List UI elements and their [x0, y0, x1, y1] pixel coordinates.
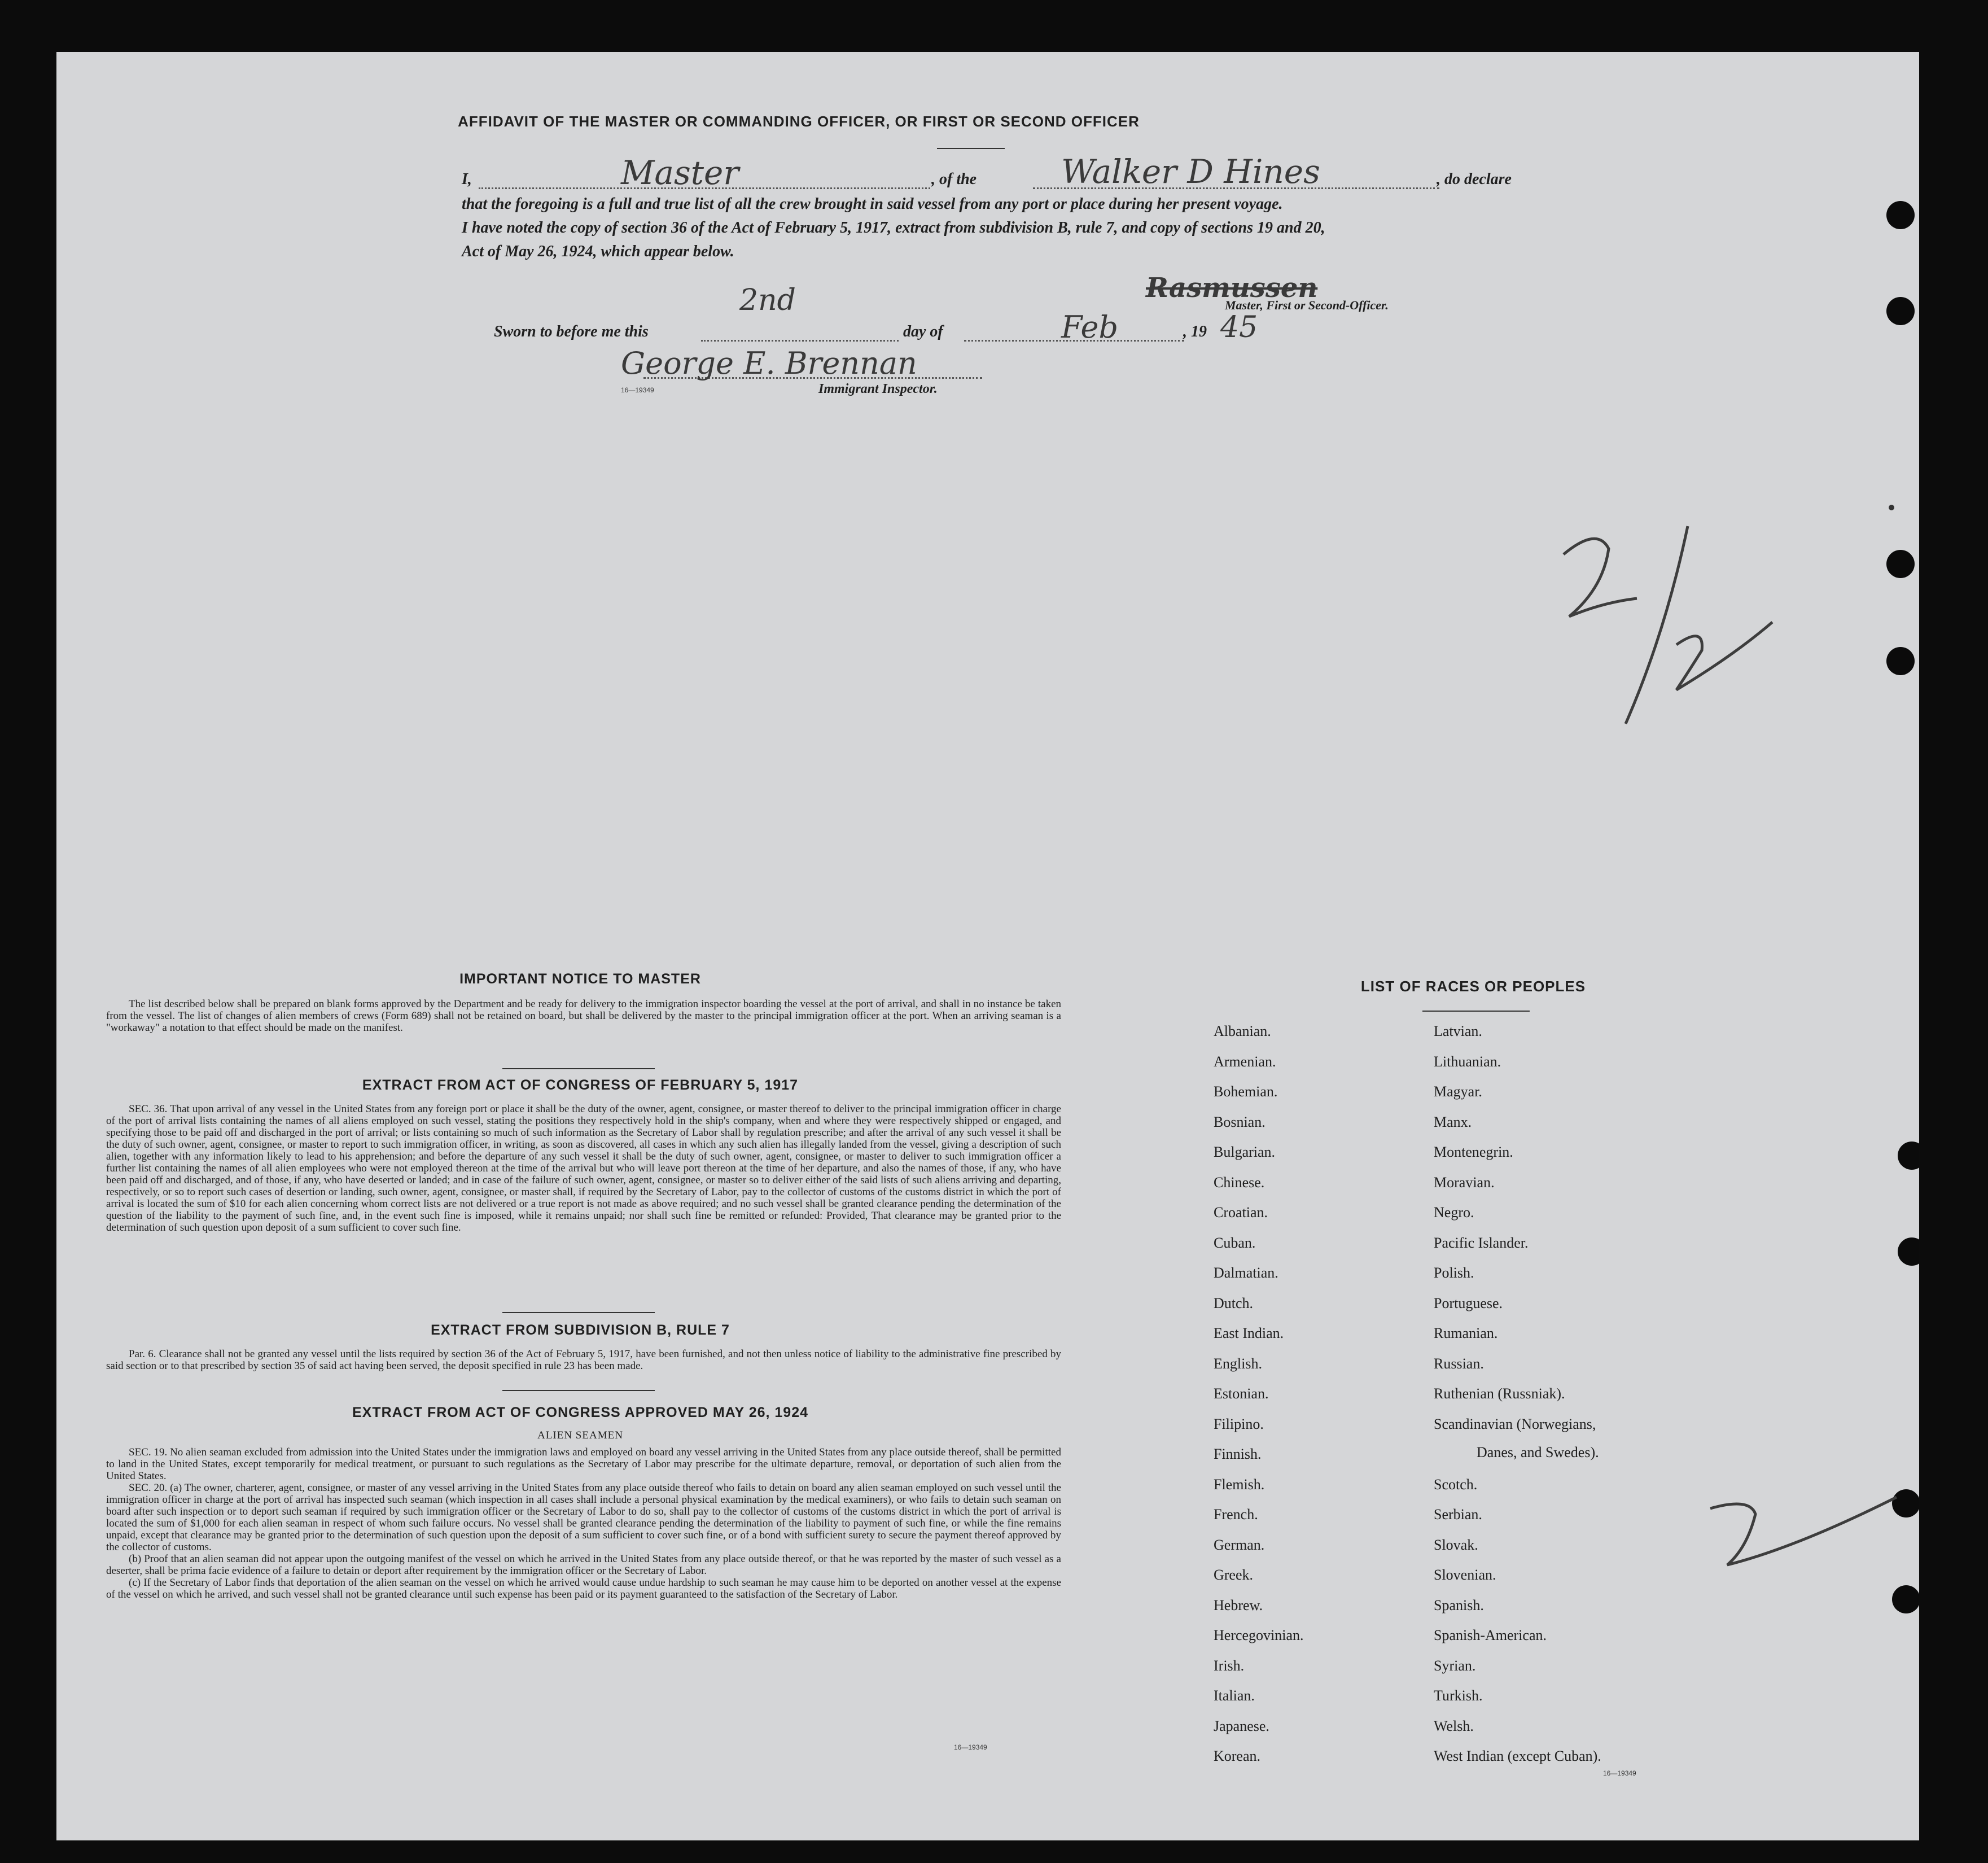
race-item: Negro.	[1434, 1204, 1474, 1221]
race-item: Ruthenian (Russniak).	[1434, 1385, 1565, 1402]
form-number: 16—19349	[1603, 1769, 1636, 1777]
race-item: German.	[1214, 1536, 1265, 1553]
vessel-name-handwritten: Walker D Hines	[1061, 152, 1320, 191]
rule7-text: Par. 6. Clearance shall not be granted any vessel until the lists required by section 36 of the Act of February 5, 1917, have been furnished, and not then unless notice of liability to the administrative fine prescribed by said section or to that prescribed by section 35 of said act having been served, the deposit specified in rule 23 has been made.	[106, 1348, 1061, 1372]
punch-hole	[1892, 1585, 1919, 1613]
race-item: Serbian.	[1434, 1506, 1482, 1523]
officer-caption: Master, First or Second-Officer.	[1225, 298, 1389, 312]
race-item: Scotch.	[1434, 1476, 1478, 1493]
affidavit-title: AFFIDAVIT OF THE MASTER OR COMMANDING OFFICER, OR FIRST OR SECOND OFFICER	[458, 113, 1140, 130]
extract-1917-body	[106, 1103, 1061, 1234]
title-underline	[1422, 1011, 1530, 1012]
race-item: Rumanian.	[1434, 1325, 1498, 1341]
affidavit-line-1-prefix: I,	[462, 170, 472, 188]
sworn-prefix: Sworn to before me this	[494, 323, 649, 340]
punch-hole	[1886, 550, 1915, 578]
section-19-text: SEC. 19. No alien seaman excluded from admission into the United States under the immigration laws and employed on board any vessel arriving in the United States from any place outside thereof, shall be permitted to land in the United States, except temporarily for medical treatment, or pursuant to such regulations as the Secretary of Labor may prescribe for the ultimate departure, removal, or deportation of such alien from the United States.	[106, 1446, 1061, 1482]
race-item: Estonian.	[1214, 1385, 1269, 1402]
form-number: 16—19349	[621, 386, 654, 394]
race-item: Korean.	[1214, 1748, 1261, 1764]
notice-text: The list described below shall be prepared on blank forms approved by the Department and be ready for delivery to the immigration inspector boarding the vessel at the port of arrival, and shall in no instance be taken from the vessel. The list of changes of alien members of crews (Form 689) shall not be retained on board, but shall be delivered by the master to the principal immigration officer at the port. When an arriving seaman is a "workaway" a notation to that effect should be made on the manifest.	[106, 998, 1061, 1034]
section-20b-text: (b) Proof that an alien seaman did not appear upon the outgoing manifest of the vessel on which he arrived in the United States from any place outside thereof, or that he was reported by the master of such vessel as a deserter, shall be prima facie evidence of a failure to detain or deport after requirement by the immigration officer or the Secretary of Labor.	[106, 1553, 1061, 1577]
sworn-day-mid: day of	[903, 323, 943, 340]
divider	[502, 1390, 655, 1391]
race-item: Lithuanian.	[1434, 1053, 1501, 1070]
ink-speck	[1889, 505, 1894, 510]
race-item: Japanese.	[1214, 1717, 1269, 1734]
notice-body	[106, 998, 1061, 1034]
race-item: Filipino.	[1214, 1415, 1264, 1432]
race-item: Welsh.	[1434, 1717, 1474, 1734]
race-item: Dalmatian.	[1214, 1265, 1278, 1281]
race-item: Magyar.	[1434, 1083, 1482, 1100]
title-underline	[937, 148, 1005, 149]
races-title: LIST OF RACES OR PEOPLES	[1360, 978, 1586, 995]
punch-hole	[1886, 647, 1915, 675]
notice-title: IMPORTANT NOTICE TO MASTER	[459, 971, 701, 987]
affidavit-line-4: Act of May 26, 1924, which appear below.	[462, 243, 734, 260]
race-item: Portuguese.	[1434, 1295, 1503, 1311]
race-item: Hebrew.	[1214, 1597, 1263, 1613]
form-number: 16—19349	[954, 1743, 987, 1751]
race-item: Slovenian.	[1434, 1567, 1496, 1583]
sworn-day-handwritten: 2nd	[739, 283, 796, 317]
race-item: Bosnian.	[1214, 1113, 1266, 1130]
inspector-caption: Immigrant Inspector.	[818, 382, 938, 396]
race-item: Flemish.	[1214, 1476, 1265, 1493]
section-20a-text: SEC. 20. (a) The owner, charterer, agent, consignee, or master of any vessel arriving in the United States from any place outside thereof who fails to detain on board any alien seaman employed on such vessel until the immigration officer in charge at the port of arrival has inspected such seaman (which inspection in all cases shall include a personal physical examination by the medical examiners), or who fails to detain such seaman on board after such inspection or to deport such seaman if required by such immigration officer or the Secretary of Labor to do so, shall pay to the collector of customs of the customs district in which the port of arrival is located the sum of $1,000 for each alien seaman in respect of whom such failure occurs. No vessel shall be granted clearance pending the determination of the liability to payment of such fine, or while the fine remains unpaid, except that clearance may be granted prior to the determination of such question upon the deposit of a sum sufficient to cover such fine, or of a bond with sufficient surety to secure the payment thereof approved by the collector of customs.	[106, 1482, 1061, 1553]
race-item: Turkish.	[1434, 1687, 1483, 1704]
extract-1917-title: EXTRACT FROM ACT OF CONGRESS OF FEBRUARY 5, 1917	[362, 1077, 799, 1093]
document-page	[56, 52, 1919, 1840]
race-item: Greek.	[1214, 1567, 1254, 1583]
race-item: Albanian.	[1214, 1023, 1271, 1039]
punch-hole	[1898, 1142, 1919, 1170]
inspector-signature: George E. Brennan	[621, 346, 917, 381]
sworn-year-handwritten: 45	[1220, 310, 1258, 344]
race-item: Danes, and Swedes).	[1477, 1444, 1599, 1460]
race-item: Manx.	[1434, 1113, 1472, 1130]
pencil-fraction-mark	[1547, 504, 1784, 741]
race-item: Moravian.	[1434, 1174, 1495, 1191]
extract-1924-body	[106, 1446, 1061, 1600]
race-item: Croatian.	[1214, 1204, 1268, 1221]
punch-hole	[1898, 1237, 1919, 1266]
race-item: English.	[1214, 1355, 1262, 1372]
race-item: French.	[1214, 1506, 1258, 1523]
extract-rule7-title: EXTRACT FROM SUBDIVISION B, RULE 7	[431, 1322, 730, 1338]
race-item: Russian.	[1434, 1355, 1484, 1372]
extract-1924-title: EXTRACT FROM ACT OF CONGRESS APPROVED MAY 26, 1924	[352, 1405, 809, 1420]
section-36-text: SEC. 36. That upon arrival of any vessel in the United States from any foreign port or place it shall be the duty of the owner, agent, consignee, or master thereof to deliver to the principal immigration officer in charge of the port of arrival lists containing the names of all aliens employed on such vessel, stating the positions they respectively hold in the ship's company, when and where they were respectively shipped or engaged, and specifying those to be paid off and discharged in the port of arrival; or lists containing so much of such information as the Secretary of Labor shall by regulation prescribe; and after the arrival of any such vessel it shall be the duty of such owner, agent, consignee, or master to report to such immigration officer, in writing, as soon as discovered, all cases in which any such alien has illegally landed from the vessel, giving a description of such alien, together with any information likely to lead to his apprehension; and before the departure of any such vessel it shall be the duty of such owner, agent, consignee, or master to deliver to such immigration officer a further list containing the names of all alien employees who were not employed thereon at the time of the arrival but who will leave port thereon at the time of her departure, and also the names of those, if any, who have been paid off and discharged, and of those, if any, who have deserted or landed; and in case of the failure of such owner, agent, consignee, or master so to deliver either of the said lists of such aliens arriving and departing, respectively, or so to report such cases of desertion or landing, such owner, agent, consignee, or master shall, if required by the Secretary of Labor, pay to the collector of customs of the customs district in which the port of arrival is located the sum of $10 for each alien concerning whom correct lists are not delivered or a true report is not made as above required; and no such vessel shall be granted clearance pending the determination of the question of the liability to the payment of such fine, and, in the event such fine is imposed, while it remains unpaid; nor shall such fine be remitted or refunded: Provided, That clearance may be granted prior to the determination of such question upon deposit of a sum sufficient to cover such fine.	[106, 1103, 1061, 1234]
race-item: Dutch.	[1214, 1295, 1254, 1311]
race-item: Scandinavian (Norwegians,	[1434, 1415, 1596, 1432]
race-item: West Indian (except Cuban).	[1434, 1748, 1601, 1764]
race-item: Bohemian.	[1214, 1083, 1278, 1100]
divider	[502, 1068, 655, 1069]
section-20c-text: (c) If the Secretary of Labor finds that deportation of the alien seaman on the vessel on which he arrived would cause undue hardship to such seaman he may cause him to be deported on another vessel at the expense of the vessel on which he arrived, and such vessel shall not be granted clearance until such expense has been paid or its payment guaranteed to the satisfaction of the Secretary of Labor.	[106, 1577, 1061, 1600]
affidavit-line-1-mid: , of the	[931, 170, 977, 188]
race-item: Montenegrin.	[1434, 1144, 1513, 1160]
race-item: Cuban.	[1214, 1234, 1256, 1251]
punch-hole	[1886, 297, 1915, 325]
race-item: Spanish.	[1434, 1597, 1484, 1613]
extract-1924-subtitle: ALIEN SEAMEN	[537, 1429, 623, 1441]
race-item: East Indian.	[1214, 1325, 1284, 1341]
race-item: Bulgarian.	[1214, 1144, 1276, 1160]
affidavit-line-2: that the foregoing is a full and true list of all the crew brought in said vessel from any port or place during her present voyage.	[462, 195, 1283, 213]
race-item: Polish.	[1434, 1265, 1474, 1281]
pencil-number-mark	[1705, 1486, 1908, 1588]
sworn-day-field	[701, 340, 899, 342]
extract-rule7-body	[106, 1348, 1061, 1372]
affidavit-line-1-suffix: , do declare	[1437, 170, 1512, 188]
sworn-month-handwritten: Feb	[1061, 309, 1119, 345]
race-item: Spanish-American.	[1434, 1627, 1547, 1643]
race-item: Italian.	[1214, 1687, 1255, 1704]
race-item: Latvian.	[1434, 1023, 1482, 1039]
race-item: Chinese.	[1214, 1174, 1265, 1191]
race-item: Armenian.	[1214, 1053, 1276, 1070]
race-item: Irish.	[1214, 1657, 1245, 1674]
master-name-handwritten: Master	[621, 154, 739, 192]
affidavit-line-3: I have noted the copy of section 36 of the Act of February 5, 1917, extract from subdivision B, rule 7, and copy of sections 19 and 20,	[462, 219, 1325, 237]
race-item: Slovak.	[1434, 1536, 1478, 1553]
divider	[502, 1312, 655, 1313]
race-item: Syrian.	[1434, 1657, 1476, 1674]
race-item: Hercegovinian.	[1214, 1627, 1304, 1643]
sworn-year-prefix: , 19	[1183, 323, 1207, 340]
punch-hole	[1886, 201, 1915, 229]
officer-signature: Rasmussen	[1146, 272, 1318, 304]
race-item: Pacific Islander.	[1434, 1234, 1529, 1251]
race-item: Finnish.	[1214, 1446, 1262, 1462]
